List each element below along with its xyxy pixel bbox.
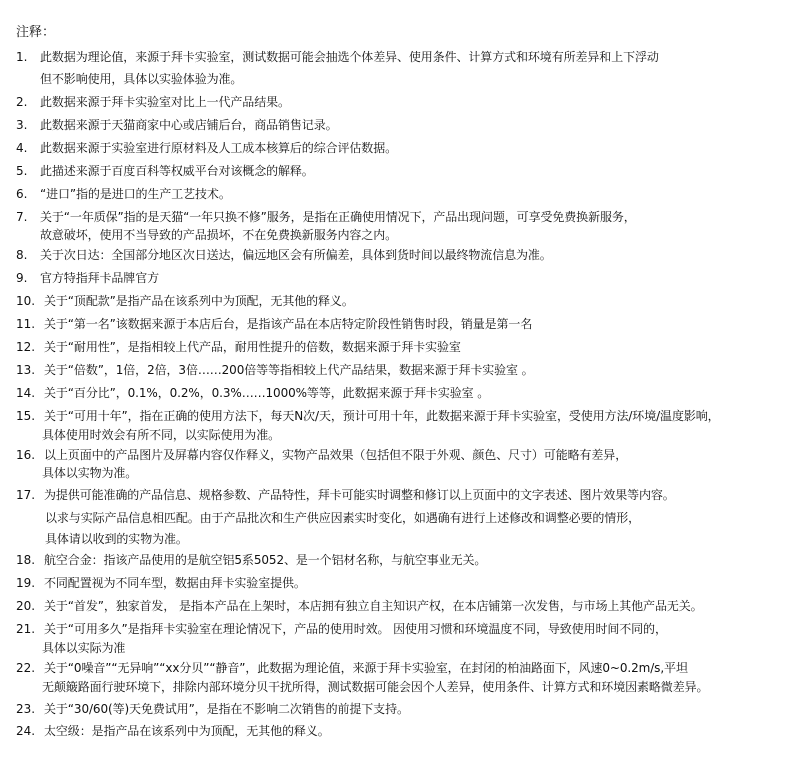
note-number: 15. — [16, 409, 36, 423]
note-number: 1. — [16, 50, 28, 64]
note-text-continuation: 具体请以收到的实物为准。 — [45, 532, 188, 546]
note-text: 关于“可用十年”，指在正确的使用方法下，每天N次/天，预计可用十年，此数据来源于拜卡实验室，受使用方法/环境/温度影响， — [44, 409, 720, 423]
note-number: 9. — [16, 271, 28, 285]
note-text: 关于“可用多久”是指拜卡实验室在理论情况下，产品的使用时效。 因使用习惯和环境温度不同，导致使用时间不同的， — [44, 622, 667, 636]
note-number: 10. — [16, 294, 36, 308]
note-number: 4. — [16, 141, 28, 155]
note-text: 关于次日达：全国部分地区次日送达，偏远地区会有所偏差，具体到货时间以最终物流信息为准。 — [40, 248, 552, 262]
note-text: 以上页面中的产品图片及屏幕内容仅作释义，实物产品效果（包括但不限于外观、颜色、尺寸）可能略有差异， — [44, 448, 628, 462]
note-text-continuation: 具体以实物为准。 — [42, 466, 138, 480]
note-text-continuation: 具体以实际为准 — [42, 641, 126, 655]
note-number: 23. — [16, 702, 36, 716]
note-text: 关于“30/60(等)天免费试用”，是指在不影响二次销售的前提下支持。 — [44, 702, 409, 716]
note-number: 3. — [16, 118, 28, 132]
note-text: 关于“0噪音”“无异响”“xx分贝”“静音”，此数据为理论值，来源于拜卡实验室，在封闭的柏油路面下，风速0~0.2m/s,平坦 — [44, 661, 688, 675]
note-text: 此数据来源于天猫商家中心或店铺后台，商品销售记录。 — [40, 118, 338, 132]
note-number: 24. — [16, 724, 36, 738]
note-number: 22. — [16, 661, 36, 675]
note-text-continuation: 以求与实际产品信息相匹配。由于产品批次和生产供应因素实时变化，如遇确有进行上述修改和调整必要的情形， — [45, 511, 641, 525]
note-text: 此数据来源于实验室进行原材料及人工成本核算后的综合评估数据。 — [40, 141, 398, 155]
note-number: 11. — [16, 317, 36, 331]
note-number: 7. — [16, 210, 28, 224]
note-text: 此数据来源于拜卡实验室对比上一代产品结果。 — [40, 95, 290, 109]
note-number: 17. — [16, 488, 36, 502]
note-text: 关于“顶配款”是指产品在该系列中为顶配，无其他的释义。 — [44, 294, 354, 308]
note-text: 为提供可能准确的产品信息、规格参数、产品特性，拜卡可能实时调整和修订以上页面中的文字表述、图片效果等内容。 — [44, 488, 675, 502]
note-number: 2. — [16, 95, 28, 109]
note-text: 关于“倍数”，1倍，2倍，3倍……200倍等等指相较上代产品结果，数据来源于拜卡实验室 。 — [44, 363, 534, 377]
note-number: 19. — [16, 576, 36, 590]
note-text-continuation: 故意破坏，使用不当导致的产品损坏，不在免费换新服务内容之内。 — [40, 228, 398, 242]
note-number: 5. — [16, 164, 28, 178]
note-text-continuation: 具体使用时效会有所不同，以实际使用为准。 — [42, 428, 281, 442]
note-number: 8. — [16, 248, 28, 262]
note-text-continuation: 但不影响使用，具体以实验体验为准。 — [40, 72, 243, 86]
note-text: 官方特指拜卡品牌官方 — [40, 271, 160, 285]
note-text: “进口”指的是进口的生产工艺技术。 — [40, 187, 231, 201]
note-text: 航空合金：指该产品使用的是航空铝5系5052、是一个铝材名称，与航空事业无关。 — [44, 553, 487, 567]
note-number: 12. — [16, 340, 36, 354]
note-number: 13. — [16, 363, 36, 377]
note-number: 6. — [16, 187, 28, 201]
note-number: 18. — [16, 553, 36, 567]
note-text: 关于“百分比”，0.1%，0.2%，0.3%……1000%等等，此数据来源于拜卡实验室 。 — [44, 386, 490, 400]
note-text-continuation: 无颠簸路面行驶环境下，排除内部环境分贝干扰所得，测试数据可能会因个人差异，使用条件、计算方式和环境因素略微差异。 — [42, 680, 709, 694]
note-number: 14. — [16, 386, 36, 400]
notes-heading: 注释： — [16, 25, 56, 40]
note-text: 太空级：是指产品在该系列中为顶配，无其他的释义。 — [44, 724, 330, 738]
note-text: 关于“耐用性”，是指相较上代产品，耐用性提升的倍数，数据来源于拜卡实验室 — [44, 340, 461, 354]
note-number: 20. — [16, 599, 36, 613]
note-text: 关于“一年质保”指的是天猫“一年只换不修”服务，是指在正确使用情况下，产品出现问题，可享受免费换新服务， — [40, 210, 636, 224]
note-text: 关于“首发”，独家首发， 是指本产品在上架时，本店拥有独立自主知识产权，在本店铺第一次发售，与市场上其他产品无关。 — [44, 599, 703, 613]
note-text: 不同配置视为不同车型，数据由拜卡实验室提供。 — [44, 576, 306, 590]
note-text: 关于“第一名”该数据来源于本店后台，是指该产品在本店特定阶段性销售时段，销量是第一名 — [44, 317, 533, 331]
note-number: 16. — [16, 448, 36, 462]
note-text: 此数据为理论值，来源于拜卡实验室，测试数据可能会抽选个体差异、使用条件、计算方式和环境有所差异和上下浮动 — [40, 50, 659, 64]
note-text: 此描述来源于百度百科等权威平台对该概念的解释。 — [40, 164, 314, 178]
note-number: 21. — [16, 622, 36, 636]
